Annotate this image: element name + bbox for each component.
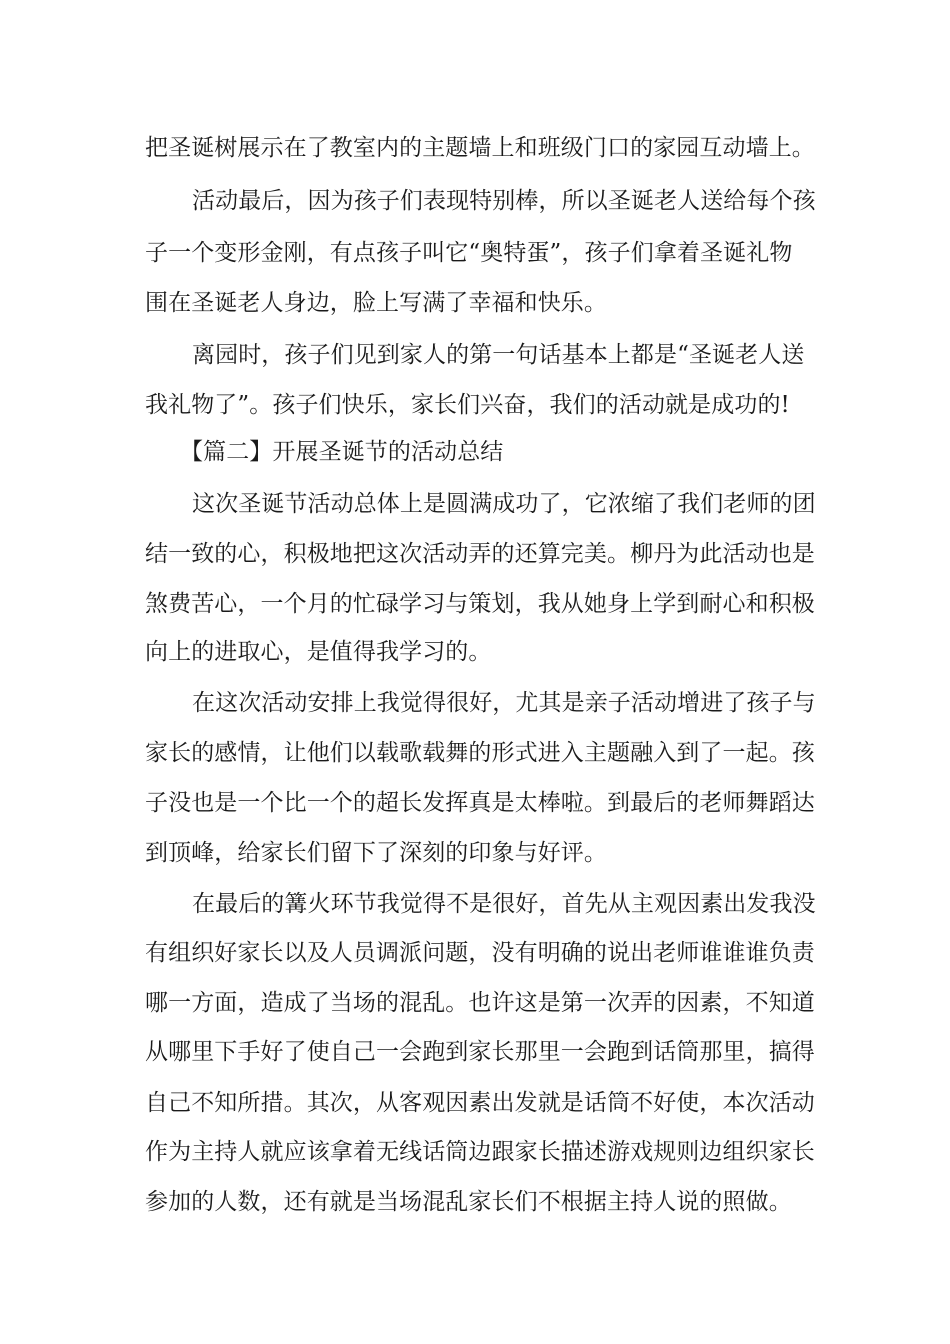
text-line: 作为主持人就应该拿着无线话筒边跟家长描述游戏规则边组织家长 xyxy=(145,1139,815,1165)
text-line: 围在圣诞老人身边，脸上写满了幸福和快乐。 xyxy=(145,290,607,316)
text-line: 活动最后，因为孩子们表现特别棒，所以圣诞老人送给每个孩 xyxy=(192,188,816,214)
text-line: 向上的进取心，是值得我学习的。 xyxy=(145,639,492,665)
text-line: 在最后的篝火环节我觉得不是很好，首先从主观因素出发我没 xyxy=(192,891,816,917)
text-line: 子一个变形金刚，有点孩子叫它“奥特蛋”，孩子们拿着圣诞礼物 xyxy=(145,240,793,266)
text-line: 离园时，孩子们见到家人的第一句话基本上都是“圣诞老人送 xyxy=(192,342,805,368)
text-line: 有组织好家长以及人员调派问题，没有明确的说出老师谁谁谁负责 xyxy=(145,940,815,966)
text-line: 自己不知所措。其次，从客观因素出发就是话筒不好使，本次活动 xyxy=(145,1090,815,1116)
section-heading: 【篇二】开展圣诞节的活动总结 xyxy=(180,439,504,465)
text-line: 从哪里下手好了使自己一会跑到家长那里一会跑到话筒那里，搞得 xyxy=(145,1039,815,1065)
text-line: 子没也是一个比一个的超长发挥真是太棒啦。到最后的老师舞蹈达 xyxy=(145,790,815,816)
text-line: 家长的感情，让他们以载歌载舞的形式进入主题融入到了一起。孩 xyxy=(145,740,815,766)
text-line: 到顶峰，给家长们留下了深刻的印象与好评。 xyxy=(145,840,607,866)
text-line: 我礼物了”。孩子们快乐，家长们兴奋，我们的活动就是成功的! xyxy=(145,392,790,418)
text-line: 结一致的心，积极地把这次活动弄的还算完美。柳丹为此活动也是 xyxy=(145,541,815,567)
text-line: 参加的人数，还有就是当场混乱家长们不根据主持人说的照做。 xyxy=(145,1189,792,1215)
text-line: 这次圣诞节活动总体上是圆满成功了，它浓缩了我们老师的团 xyxy=(192,491,816,517)
text-line: 煞费苦心，一个月的忙碌学习与策划，我从她身上学到耐心和积极 xyxy=(145,591,815,617)
text-line: 把圣诞树展示在了教室内的主题墙上和班级门口的家园互动墙上。 xyxy=(145,135,815,161)
text-line: 哪一方面，造成了当场的混乱。也许这是第一次弄的因素，不知道 xyxy=(145,990,815,1016)
text-line: 在这次活动安排上我觉得很好，尤其是亲子活动增进了孩子与 xyxy=(192,690,816,716)
